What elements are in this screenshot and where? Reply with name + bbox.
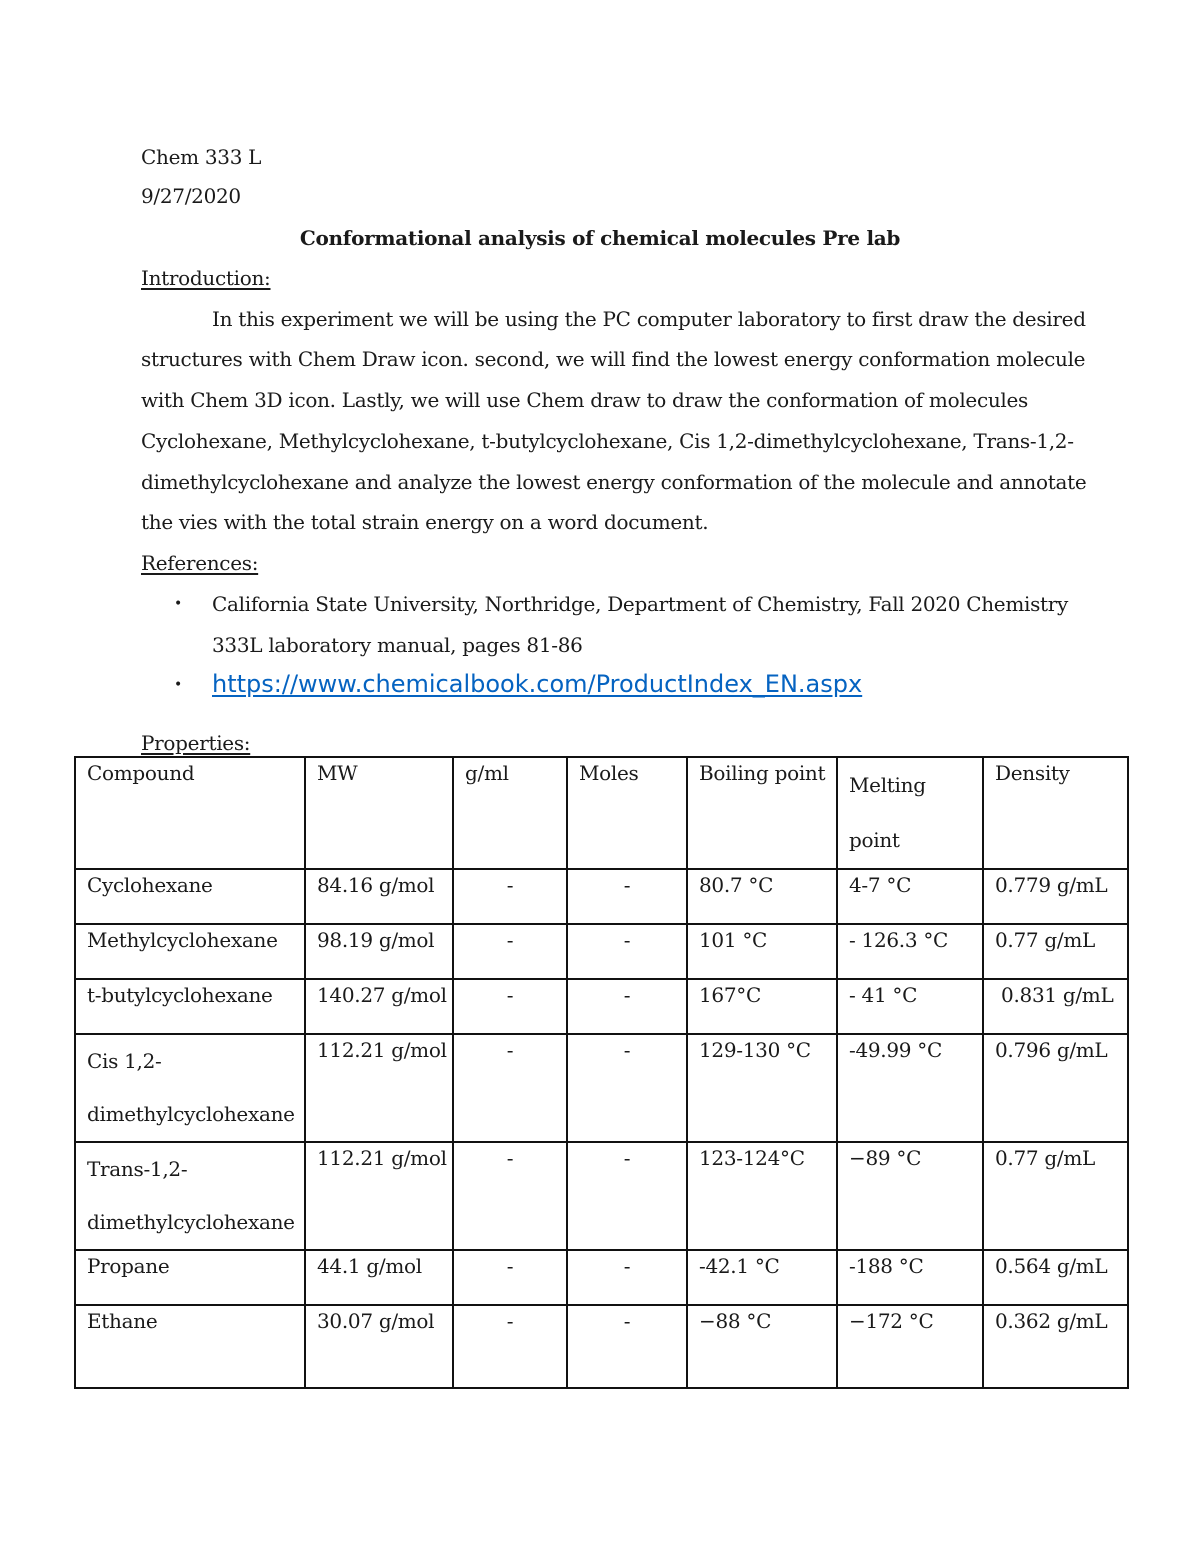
table-row [75, 1250, 1128, 1305]
table-row [75, 1142, 1128, 1250]
table-cell: t-butylcyclohexane [75, 979, 305, 1034]
reference-link[interactable]: https://www.chemicalbook.com/ProductIndex_EN.aspx [212, 670, 863, 698]
table-cell: - [567, 1142, 687, 1250]
intro-line: with Chem 3D icon. Lastly, we will use Chem draw to draw the conformation of molecules [141, 388, 1029, 412]
properties-heading: Properties: [141, 731, 251, 755]
table-row [75, 1034, 1128, 1142]
intro-line: structures with Chem Draw icon. second, we will find the lowest energy conformation molecule [141, 347, 1086, 371]
table-cell: - [567, 924, 687, 979]
table-row [75, 924, 1128, 979]
table-header-row [75, 757, 1128, 869]
table-cell: Cyclohexane [75, 869, 305, 924]
table-cell: - [567, 1034, 687, 1142]
table-cell: Ethane [75, 1305, 305, 1388]
intro-line: Cyclohexane, Methylcyclohexane, t-butylcyclohexane, Cis 1,2-dimethylcyclohexane, Trans-1,2- [141, 429, 1074, 453]
table-cell: 112.21 g/mol [305, 1034, 453, 1142]
table-cell: 44.1 g/mol [305, 1250, 453, 1305]
column-header: g/ml [453, 757, 567, 869]
table-cell: −89 °C [837, 1142, 983, 1250]
table-cell: 123-124°C [687, 1142, 837, 1250]
table-cell: Methylcyclohexane [75, 924, 305, 979]
reference-item-text: 333L laboratory manual, pages 81-86 [212, 633, 583, 657]
table-cell: - [453, 1034, 567, 1142]
table-cell: -188 °C [837, 1250, 983, 1305]
table-cell: 0.796 g/mL [983, 1034, 1128, 1142]
course-name: Chem 333 L [141, 145, 262, 169]
table-cell: - [453, 979, 567, 1034]
properties-table [74, 756, 1129, 1389]
table-cell: - [567, 979, 687, 1034]
table-cell: -49.99 °C [837, 1034, 983, 1142]
table-cell: 112.21 g/mol [305, 1142, 453, 1250]
bullet-icon: • [174, 677, 183, 693]
references-heading: References: [141, 551, 259, 575]
table-cell: 0.77 g/mL [983, 924, 1128, 979]
table-cell: - [567, 1250, 687, 1305]
intro-line: dimethylcyclohexane and analyze the lowest energy conformation of the molecule and annotate [141, 470, 1087, 494]
table-cell: 4-7 °C [837, 869, 983, 924]
document-date: 9/27/2020 [141, 184, 241, 208]
table-cell: - 126.3 °C [837, 924, 983, 979]
table-row [75, 1305, 1128, 1388]
column-header: Moles [567, 757, 687, 869]
column-header: Melting point [837, 757, 983, 869]
table-cell: Trans-1,2- dimethylcyclohexane [75, 1142, 305, 1250]
table-cell: 0.362 g/mL [983, 1305, 1128, 1388]
table-cell: - [453, 1305, 567, 1388]
table-cell: Cis 1,2- dimethylcyclohexane [75, 1034, 305, 1142]
table-cell: 30.07 g/mol [305, 1305, 453, 1388]
table-cell: 0.779 g/mL [983, 869, 1128, 924]
table-cell: 0.564 g/mL [983, 1250, 1128, 1305]
table-cell: −88 °C [687, 1305, 837, 1388]
column-header: Compound [75, 757, 305, 869]
table-cell: 167°C [687, 979, 837, 1034]
table-cell: - [453, 924, 567, 979]
table-cell: 84.16 g/mol [305, 869, 453, 924]
table-cell: 140.27 g/mol [305, 979, 453, 1034]
table-row [75, 869, 1128, 924]
table-cell: 0.77 g/mL [983, 1142, 1128, 1250]
table-cell: - [567, 1305, 687, 1388]
introduction-heading: Introduction: [141, 266, 271, 290]
table-cell: - [567, 869, 687, 924]
table-cell: 101 °C [687, 924, 837, 979]
reference-item-text: California State University, Northridge, Department of Chemistry, Fall 2020 Chemistry [212, 592, 1069, 616]
bullet-icon: • [174, 596, 183, 612]
table-cell: - [453, 1250, 567, 1305]
column-header: MW [305, 757, 453, 869]
document-title: Conformational analysis of chemical molecules Pre lab [299, 226, 901, 250]
table-cell: Propane [75, 1250, 305, 1305]
table-cell: -42.1 °C [687, 1250, 837, 1305]
table-cell: - [453, 869, 567, 924]
table-cell: - 41 °C [837, 979, 983, 1034]
table-cell: 80.7 °C [687, 869, 837, 924]
table-cell: 98.19 g/mol [305, 924, 453, 979]
table-row [75, 979, 1128, 1034]
intro-line: In this experiment we will be using the PC computer laboratory to first draw the desired [212, 307, 1086, 331]
table-cell: 0.831 g/mL [983, 979, 1128, 1034]
column-header: Boiling point [687, 757, 837, 869]
table-cell: −172 °C [837, 1305, 983, 1388]
intro-line: the vies with the total strain energy on a word document. [141, 510, 709, 534]
column-header: Density [983, 757, 1128, 869]
table-cell: 129-130 °C [687, 1034, 837, 1142]
table-cell: - [453, 1142, 567, 1250]
